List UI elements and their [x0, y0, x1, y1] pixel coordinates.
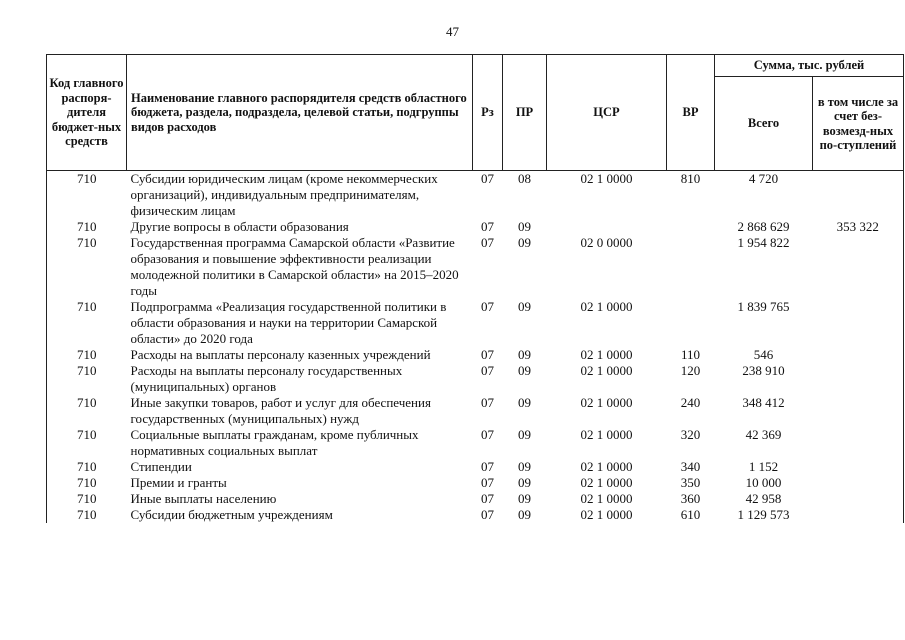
- cell-rz: 07: [481, 459, 494, 474]
- cell-name: Расходы на выплаты персоналу казенных учреждений: [130, 347, 431, 362]
- cell-vsego: 1 839 765: [737, 299, 790, 314]
- cell-vr: [667, 299, 715, 347]
- cell-rz: 07: [481, 427, 494, 442]
- cell-name: Подпрограмма «Реализация государственной политики в области образования и науки на территории Самарской области» до 2020 года: [130, 299, 447, 346]
- cell-vr: 610: [680, 507, 701, 522]
- cell-csr: 02 1 0000: [580, 459, 633, 474]
- cell-vr: 350: [680, 475, 701, 490]
- cell-vr: 340: [680, 459, 701, 474]
- cell-vtom: [813, 459, 904, 475]
- cell-name: Социальные выплаты гражданам, кроме публичных нормативных социальных выплат: [130, 427, 419, 458]
- cell-vr: 810: [680, 171, 701, 186]
- cell-vr: [667, 235, 715, 299]
- table-row: [47, 459, 904, 475]
- cell-csr: 02 1 0000: [580, 299, 633, 314]
- cell-kod: 710: [47, 395, 127, 427]
- table-row: [47, 491, 904, 507]
- header-vsego: Всего: [715, 77, 813, 171]
- cell-name: Премии и гранты: [130, 475, 227, 490]
- cell-vsego: 2 868 629: [737, 219, 790, 234]
- cell-vtom: [813, 475, 904, 491]
- cell-vr: 360: [680, 491, 701, 506]
- cell-pr: 09: [518, 507, 531, 522]
- cell-vr: 120: [680, 363, 701, 378]
- table-row: [47, 427, 904, 459]
- table-row: [47, 363, 904, 395]
- cell-vtom: [813, 299, 904, 347]
- cell-rz: 07: [481, 347, 494, 362]
- cell-vsego: 1 954 822: [737, 235, 790, 250]
- cell-vr: 110: [680, 347, 701, 362]
- cell-vtom: [813, 491, 904, 507]
- cell-vtom: [813, 507, 904, 523]
- cell-pr: 09: [518, 299, 531, 314]
- table-row: [47, 395, 904, 427]
- cell-csr: 02 1 0000: [580, 427, 633, 442]
- budget-table: [46, 54, 904, 523]
- cell-vsego: 4 720: [748, 171, 779, 186]
- cell-rz: 07: [481, 507, 494, 522]
- cell-name: Субсидии юридическим лицам (кроме некоммерческих организаций), индивидуальным предпринимателям, физическим лицам: [130, 171, 438, 218]
- cell-name: Иные закупки товаров, работ и услуг для обеспечения государственных (муниципальных) нужд: [130, 395, 431, 426]
- cell-name: Другие вопросы в области образования: [130, 219, 349, 234]
- cell-kod: 710: [47, 219, 127, 235]
- cell-pr: 09: [518, 427, 531, 442]
- cell-vr: [667, 219, 715, 235]
- cell-csr: 02 1 0000: [580, 347, 633, 362]
- cell-vtom: [813, 347, 904, 363]
- cell-vtom: 353 322: [813, 219, 904, 235]
- cell-vsego: 1 152: [748, 459, 779, 474]
- cell-vtom: [813, 363, 904, 395]
- cell-vr: 240: [680, 395, 701, 410]
- cell-pr: 08: [518, 171, 531, 186]
- header-summa: Сумма, тыс. рублей: [715, 55, 904, 77]
- cell-vtom: [813, 395, 904, 427]
- cell-rz: 07: [481, 475, 494, 490]
- page-number: 47: [446, 24, 459, 39]
- table-row: [47, 235, 904, 299]
- cell-rz: 07: [481, 171, 494, 186]
- table-row: [47, 347, 904, 363]
- table-row: [47, 299, 904, 347]
- header-csr: ЦСР: [547, 55, 667, 171]
- cell-kod: 710: [47, 347, 127, 363]
- cell-kod: 710: [47, 363, 127, 395]
- cell-vsego: 348 412: [742, 395, 785, 410]
- cell-pr: 09: [518, 363, 531, 378]
- cell-kod: 710: [47, 299, 127, 347]
- cell-csr: 02 0 0000: [580, 235, 633, 250]
- cell-pr: 09: [518, 459, 531, 474]
- cell-csr: 02 1 0000: [580, 507, 633, 522]
- cell-vtom: [813, 235, 904, 299]
- cell-vtom: [813, 427, 904, 459]
- cell-name: Расходы на выплаты персоналу государственных (муниципальных) органов: [130, 363, 403, 394]
- cell-vr: 320: [680, 427, 701, 442]
- cell-pr: 09: [518, 475, 531, 490]
- cell-csr: [547, 219, 667, 235]
- cell-csr: 02 1 0000: [580, 491, 633, 506]
- table-row: [47, 219, 904, 235]
- cell-vtom: [813, 171, 904, 220]
- cell-kod: 710: [47, 507, 127, 523]
- cell-kod: 710: [47, 235, 127, 299]
- table-row: [47, 475, 904, 491]
- cell-kod: 710: [47, 171, 127, 220]
- table-body: [47, 171, 904, 524]
- cell-name: Стипендии: [130, 459, 192, 474]
- cell-vsego: 42 958: [745, 491, 782, 506]
- cell-kod: 710: [47, 427, 127, 459]
- cell-csr: 02 1 0000: [580, 171, 633, 186]
- cell-pr: 09: [518, 219, 531, 234]
- cell-rz: 07: [481, 395, 494, 410]
- cell-vsego: 238 910: [742, 363, 785, 378]
- cell-csr: 02 1 0000: [580, 475, 633, 490]
- cell-vsego: 1 129 573: [737, 507, 790, 522]
- cell-name: Иные выплаты населению: [130, 491, 277, 506]
- cell-pr: 09: [518, 395, 531, 410]
- cell-pr: 09: [518, 347, 531, 362]
- cell-name: Субсидии бюджетным учреждениям: [130, 507, 333, 522]
- cell-vsego: 42 369: [745, 427, 782, 442]
- cell-rz: 07: [481, 219, 494, 234]
- table-row: [47, 171, 904, 220]
- cell-rz: 07: [481, 235, 494, 250]
- cell-csr: 02 1 0000: [580, 395, 633, 410]
- cell-vsego: 546: [753, 347, 774, 362]
- cell-kod: 710: [47, 475, 127, 491]
- header-rz: Рз: [473, 55, 503, 171]
- cell-kod: 710: [47, 491, 127, 507]
- header-vtom: в том числе за счет без-возмезд-ных по-ступлений: [813, 77, 904, 171]
- header-name: Наименование главного распорядителя средств областного бюджета, раздела, подраздела, целевой статьи, подгруппы видов расходов: [127, 55, 473, 171]
- cell-vsego: 10 000: [745, 475, 782, 490]
- cell-rz: 07: [481, 363, 494, 378]
- header-pr: ПР: [503, 55, 547, 171]
- cell-pr: 09: [518, 491, 531, 506]
- header-kod: Код главного распоря-дителя бюджет-ных средств: [47, 55, 127, 171]
- cell-rz: 07: [481, 299, 494, 314]
- cell-csr: 02 1 0000: [580, 363, 633, 378]
- cell-rz: 07: [481, 491, 494, 506]
- cell-pr: 09: [518, 235, 531, 250]
- header-vr: ВР: [667, 55, 715, 171]
- cell-name: Государственная программа Самарской области «Развитие образования и повышение эффективности реализации молодежной политики в Самарской области» на 2015–2020 годы: [130, 235, 459, 298]
- table-row: [47, 507, 904, 523]
- cell-kod: 710: [47, 459, 127, 475]
